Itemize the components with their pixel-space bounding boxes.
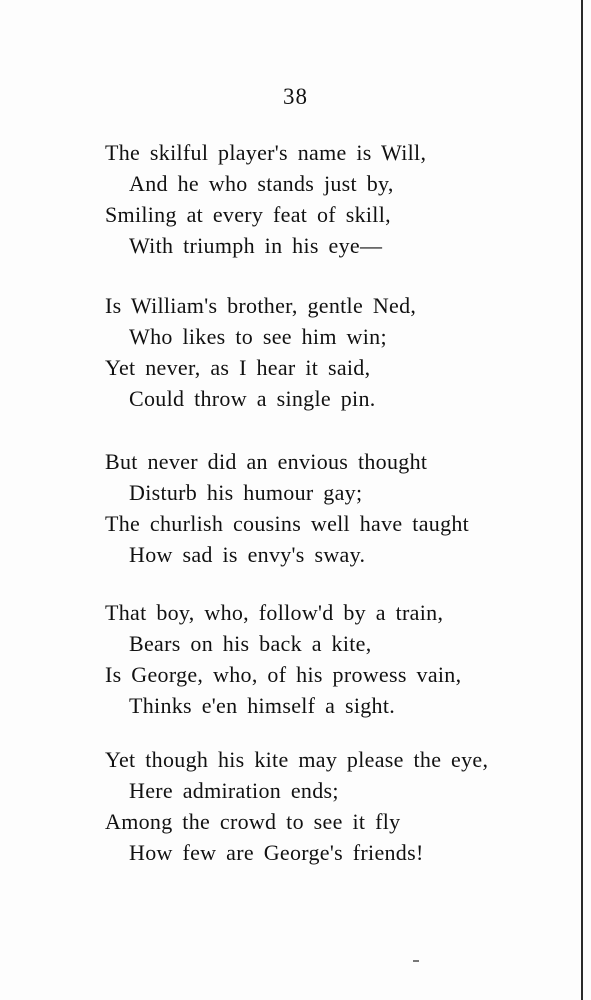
poem-line: The skilful player's name is Will, <box>105 140 427 165</box>
poem-line: Bears on his back a kite, <box>129 631 372 656</box>
poem-line: Could throw a single pin. <box>129 386 376 411</box>
poem-line: Smiling at every feat of skill, <box>105 202 391 227</box>
poem-line: Yet never, as I hear it said, <box>105 355 371 380</box>
poem-line: Disturb his humour gay; <box>129 480 363 505</box>
poem-line: Here admiration ends; <box>129 778 339 803</box>
poem-line: But never did an envious thought <box>105 449 428 474</box>
poem-line: Thinks e'en himself a sight. <box>129 693 396 718</box>
page-number: 38 <box>283 84 308 109</box>
page-edge-shadow <box>581 0 583 1000</box>
poem-line: Yet though his kite may please the eye, <box>105 747 489 772</box>
poem-line: And he who stands just by, <box>129 171 394 196</box>
poem-line: The churlish cousins well have taught <box>105 511 470 536</box>
poem-line: Is George, who, of his prowess vain, <box>105 662 462 687</box>
ink-speck <box>413 960 419 962</box>
poem-line: With triumph in his eye— <box>129 233 383 258</box>
poem-line: How sad is envy's sway. <box>129 542 366 567</box>
poem-line: Among the crowd to see it fly <box>105 809 401 834</box>
poem-line: How few are George's friends! <box>129 840 424 865</box>
poem-line: Is William's brother, gentle Ned, <box>105 293 417 318</box>
poem-line: That boy, who, follow'd by a train, <box>105 600 444 625</box>
poem-line: Who likes to see him win; <box>129 324 387 349</box>
